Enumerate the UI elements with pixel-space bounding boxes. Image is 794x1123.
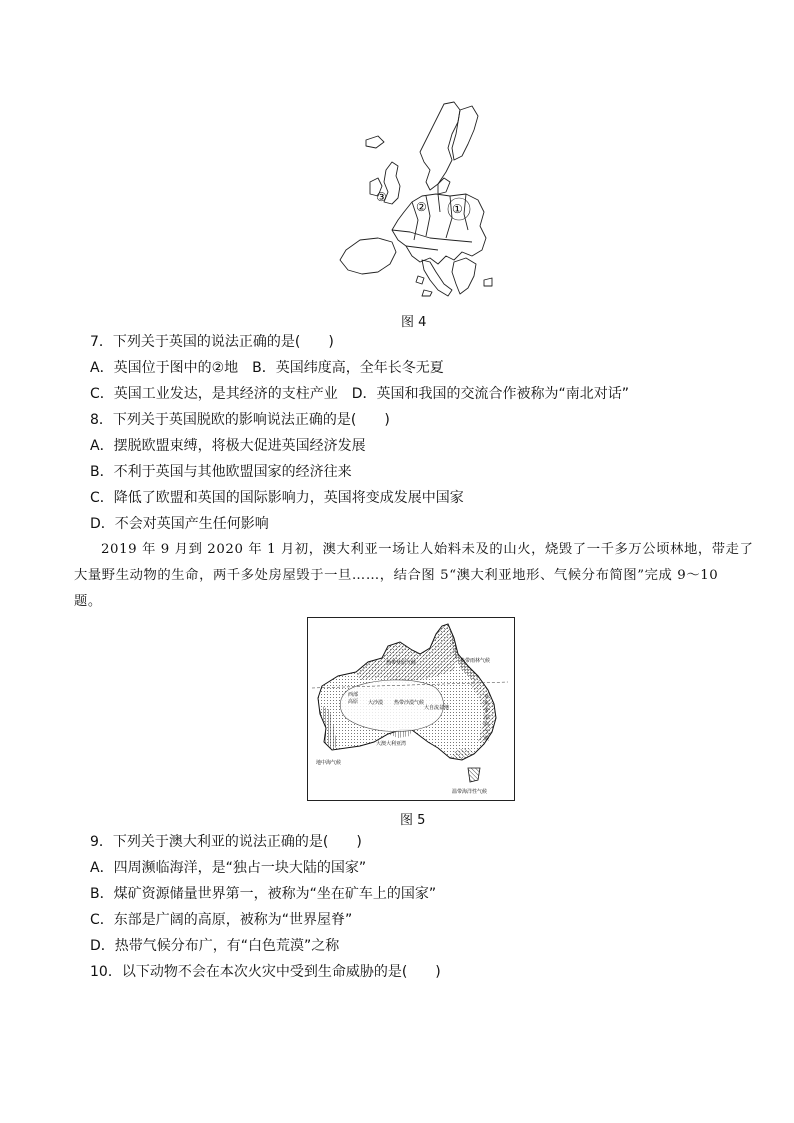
label-great-australian-bight: 大澳大利亚湾	[376, 741, 407, 747]
marker-2: ②	[416, 200, 427, 214]
passage-line-2: 大量野生动物的生命，两千多处房屋毁于一旦……，结合图 5“澳大利亚地形、气候分布简图”完成 9～10	[74, 568, 719, 583]
label-tropical-rainforest: 热带雨林气候	[460, 658, 491, 664]
label-subtropical-humid-v3: 带	[484, 708, 490, 714]
label-subtropical-humid-v7: 候	[484, 736, 490, 742]
label-mediterranean: 地中海气候	[316, 760, 342, 766]
label-western-plateau-1: 西部	[348, 692, 359, 698]
label-western-plateau-2: 高原	[348, 699, 359, 705]
label-great-sandy-desert: 大沙漠	[368, 700, 384, 706]
label-great-artesian-basin: 大自流盆地	[424, 705, 450, 711]
q8-option-a: A．摆脱欧盟束缚，将极大促进英国经济发展	[90, 438, 366, 454]
figure-4-caption: 图 4	[401, 315, 427, 330]
q9-option-d: D．热带气候分布广，有“白色荒漠”之称	[90, 938, 340, 954]
label-subtropical-humid-v5: 润	[484, 722, 490, 728]
label-subtropical-humid-v1: 亚	[484, 694, 490, 700]
label-subtropical-humid-v2: 热	[484, 701, 490, 707]
q7-options-cd: C．英国工业发达，是其经济的支柱产业 D．英国和我国的交流合作被称为“南北对话”	[90, 386, 630, 402]
figure-5-caption: 图 5	[400, 813, 426, 828]
q9-option-a: A．四周濒临海洋，是“独占一块大陆的国家”	[90, 860, 367, 876]
q7-options-ab: A．英国位于图中的②地 B．英国纬度高，全年长冬无夏	[90, 360, 444, 376]
q9-stem: 9．下列关于澳大利亚的说法正确的是( )	[90, 834, 362, 850]
label-tropical-desert: 热带沙漠气候	[394, 700, 425, 706]
q9-option-b: B．煤矿资源储量世界第一，被称为“坐在矿车上的国家”	[90, 886, 437, 902]
q7-stem: 7．下列关于英国的说法正确的是( )	[90, 334, 334, 350]
q8-option-d: D．不会对英国产生任何影响	[90, 516, 269, 532]
label-temperate-maritime: 温带海洋性气候	[452, 789, 488, 795]
label-subtropical-humid-v6: 气	[484, 729, 490, 735]
passage-line-3: 题。	[74, 594, 102, 609]
europe-map-drawing	[326, 100, 498, 302]
q9-option-c: C．东部是广阔的高原，被称为“世界屋脊”	[90, 912, 353, 928]
marker-3: ③	[376, 190, 387, 204]
label-tropical-grassland: 热带草原气候	[386, 660, 417, 666]
q8-option-b: B．不利于英国与其他欧盟国家的经济往来	[90, 464, 352, 480]
europe-map	[326, 100, 498, 302]
australia-climate-map	[307, 617, 515, 801]
passage-line-1: 2019 年 9 月到 2020 年 1 月初，澳大利亚一场让人始料未及的山火，烧毁了一千多万公顷林地，带走了	[101, 542, 754, 557]
q10-stem: 10．以下动物不会在本次火灾中受到生命威胁的是( )	[90, 964, 441, 980]
q8-option-c: C．降低了欧盟和英国的国际影响力，英国将变成发展中国家	[90, 490, 464, 506]
q8-stem: 8．下列关于英国脱欧的影响说法正确的是( )	[90, 412, 390, 428]
marker-1: ①	[452, 202, 463, 216]
australia-map-drawing	[308, 618, 513, 799]
label-subtropical-humid-v4: 湿	[484, 715, 490, 721]
